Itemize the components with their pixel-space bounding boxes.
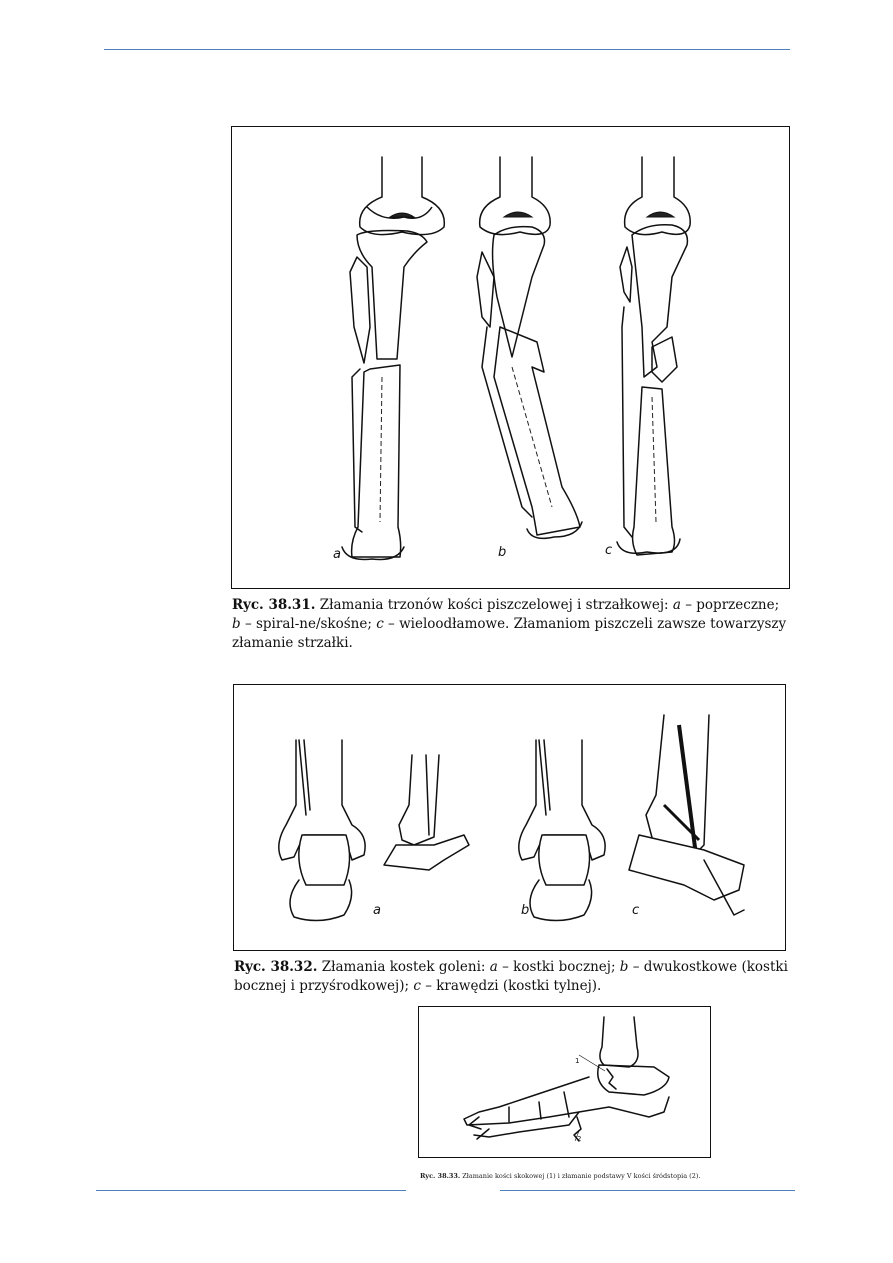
caption-text: – krawędzi (kostki tylnej). bbox=[420, 978, 602, 994]
caption-letter: a bbox=[672, 597, 681, 613]
panel-label-a: a bbox=[333, 547, 341, 562]
header-rule bbox=[104, 49, 790, 50]
footer-rule-left bbox=[96, 1190, 406, 1191]
panel-label-b: b bbox=[521, 903, 530, 918]
caption-text: – wieloodłamowe. Złamaniom piszczeli zawsze towarzyszy złamanie strzałki. bbox=[232, 616, 787, 651]
caption-text: Złamanie kości skokowej (1) i złamanie podstawy V kości śródstopia (2). bbox=[462, 1172, 701, 1180]
ankle-fracture-drawing bbox=[234, 685, 787, 952]
marker-2: 2 bbox=[577, 1135, 582, 1143]
panel-label-b: b bbox=[498, 545, 507, 560]
footer-rule-right bbox=[500, 1190, 795, 1191]
caption-letter: b bbox=[232, 616, 241, 632]
panel-b-bones bbox=[477, 157, 582, 538]
figure-38-31-image bbox=[231, 126, 790, 589]
marker-1: 1 bbox=[575, 1057, 580, 1065]
foot-fracture-drawing bbox=[419, 1007, 712, 1159]
figure-38-33-image bbox=[418, 1006, 711, 1158]
figure-38-33-caption bbox=[420, 1172, 720, 1181]
panel-a-bones bbox=[342, 157, 444, 560]
figure-38-33-number: Ryc. 38.33. bbox=[420, 1172, 461, 1180]
panel-label-c: c bbox=[605, 543, 613, 558]
leg-fracture-drawing bbox=[232, 127, 791, 590]
panel-a-ankle-side bbox=[384, 755, 469, 870]
panel-label-c: c bbox=[632, 903, 640, 918]
caption-text: – dwukostkowe (kostki bocznej i przyśrodkowej); bbox=[234, 959, 788, 994]
caption-text: Złamania trzonów kości piszczelowej i strzałkowej: bbox=[319, 597, 673, 613]
figure-38-31-number: Ryc. 38.31. bbox=[232, 597, 316, 613]
caption-letter: c bbox=[376, 616, 384, 632]
panel-b-ankle-front bbox=[519, 740, 605, 921]
caption-text: Złamania kostek goleni: bbox=[321, 959, 490, 975]
figure-38-32-image bbox=[233, 684, 786, 951]
caption-letter: b bbox=[619, 959, 629, 975]
panel-label-a: a bbox=[373, 903, 381, 918]
panel-c-ankle-side bbox=[629, 715, 744, 915]
figure-38-31-caption bbox=[232, 596, 792, 653]
figure-38-32-caption bbox=[234, 958, 794, 996]
panel-a-ankle-front bbox=[279, 740, 365, 921]
figure-38-32-number: Ryc. 38.32. bbox=[234, 959, 318, 975]
panel-c-bones bbox=[617, 157, 690, 555]
caption-letter: c bbox=[413, 978, 421, 994]
caption-text: – poprzeczne; bbox=[680, 597, 780, 613]
caption-text: – spiral-ne/skośne; bbox=[240, 616, 377, 632]
caption-letter: a bbox=[489, 959, 498, 975]
caption-text: – kostki bocznej; bbox=[497, 959, 620, 975]
